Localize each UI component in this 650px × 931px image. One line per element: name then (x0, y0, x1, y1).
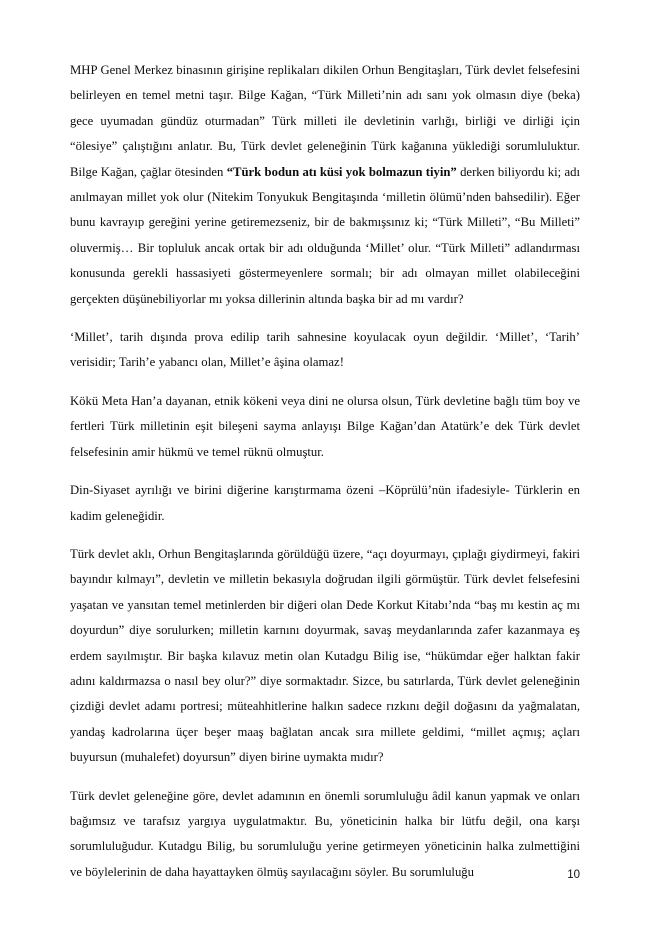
paragraph-4 (70, 478, 580, 529)
paragraph-6-text: Türk devlet geleneğine göre, devlet adamının en önemli sorumluluğu âdil kanun yapmak ve onları bağımsız ve tarafsız yargıya uygulatmaktır. Bu, yöneticinin halka bir lütfu değil, ona karşı sorumluluğudur. Kutadgu Bilig, bu sorumluluğu yerine getirmeyen yöneticinin halka zulmettiğini ve böylelerinin de daha hayattayken ölmüş sayılacağını söyler. Bu sorumluluğu (70, 788, 580, 879)
paragraph-1 (70, 58, 580, 312)
paragraph-1-quote-bold: “Türk bodun atı küsi yok bolmazun tiyin” (226, 164, 457, 179)
document-body (70, 58, 580, 885)
paragraph-1-text-tail: derken biliyordu ki; adı anılmayan millet yok olur (Nitekim Tonyukuk Bengitaşında ‘milletin ölümü’nden bahsedilir). Eğer bunu kavrayıp gereğini yerine getiremezseniz, bir de bakmışsınız ki; “Türk Milleti”, “Bu Milleti” oluvermiş… Bir topluluk ancak ortak bir adı olduğunda ‘Millet’ olur. “Türk Milleti” adlandırması konusunda gerekli hassasiyeti göstermeyenlere sormalı; bir adı olmayan millet olabileceğini gerçekten düşünebiliyorlar mı yoksa dillerinin altında başka bir ad mı vardır? (70, 164, 580, 306)
paragraph-2 (70, 325, 580, 376)
paragraph-3-text: Kökü Meta Han’a dayanan, etnik kökeni veya dini ne olursa olsun, Türk devletine bağlı tüm boy ve fertleri Türk milletinin eşit bileşeni sayma anlayışı Bilge Kağan’dan Atatürk’e dek Türk devlet felsefesinin amir hükmü ve temel rüknü olmuştur. (70, 393, 580, 459)
paragraph-4-text: Din-Siyaset ayrılığı ve birini diğerine karıştırmama özeni –Köprülü’nün ifadesiyle- Türklerin en kadim geleneğidir. (70, 483, 580, 523)
paragraph-2-text: ‘Millet’, tarih dışında prova edilip tarih sahnesine koyulacak oyun değildir. ‘Millet’, ‘Tarih’ verisidir; Tarih’e yabancı olan, Millet’e âşina olamaz! (70, 330, 580, 370)
paragraph-5-text: Türk devlet aklı, Orhun Bengitaşlarında görüldüğü üzere, “açı doyurmayı, çıplağı giydirmeyi, fakiri bayındır kılmayı”, devletin ve milletin bekasıyla doğrudan ilgili görmüştür. Türk devlet felsefesini yaşatan ve yansıtan temel metinlerden bir diğeri olan Dede Korkut Kitabı’nda “baş mı kestin aç mı doyurdun” diye sorulurken; milletin karnını doyurmak, savaş meydanlarında zafer kazanmaya eş erdem sayılmıştır. Bir başka kılavuz metin olan Kutadgu Bilig ise, “hükümdar eğer halktan fakir adını kaldırmazsa o nasıl bey olur?” diye sormaktadır. Sizce, bu satırlarda, Türk devlet geleneğinin çizdiği devlet adamı portresi; müteahhitlerine halkın sadece rızkını değil doğasını da yağmalatan, yandaş kadrolarına üçer beşer maaş bağlatan ancak sıra millete geldimi, “millet açmış; açları buyursun (muhalefet) doyursun” diyen birine uymakta mıdır? (70, 546, 580, 765)
paragraph-5 (70, 542, 580, 771)
page-number: 10 (567, 869, 580, 881)
paragraph-3 (70, 389, 580, 465)
paragraph-1-text-lead: MHP Genel Merkez binasının girişine replikaları dikilen Orhun Bengitaşları, Türk devlet felsefesini belirleyen en temel metni taşır. Bilge Kağan, “Türk Milleti’nin adı sanı yok olmasın diye (beka) gece uyumadan gündüz oturmadan” Türk milleti ile devletinin varlığı, birliği ve dirliği için “ölesiye” çalıştığını anlatır. Bu, Türk devlet geleneğinin Türk kağanına yüklediği sorumluluktur. Bilge Kağan, çağlar ötesinden (70, 63, 580, 179)
